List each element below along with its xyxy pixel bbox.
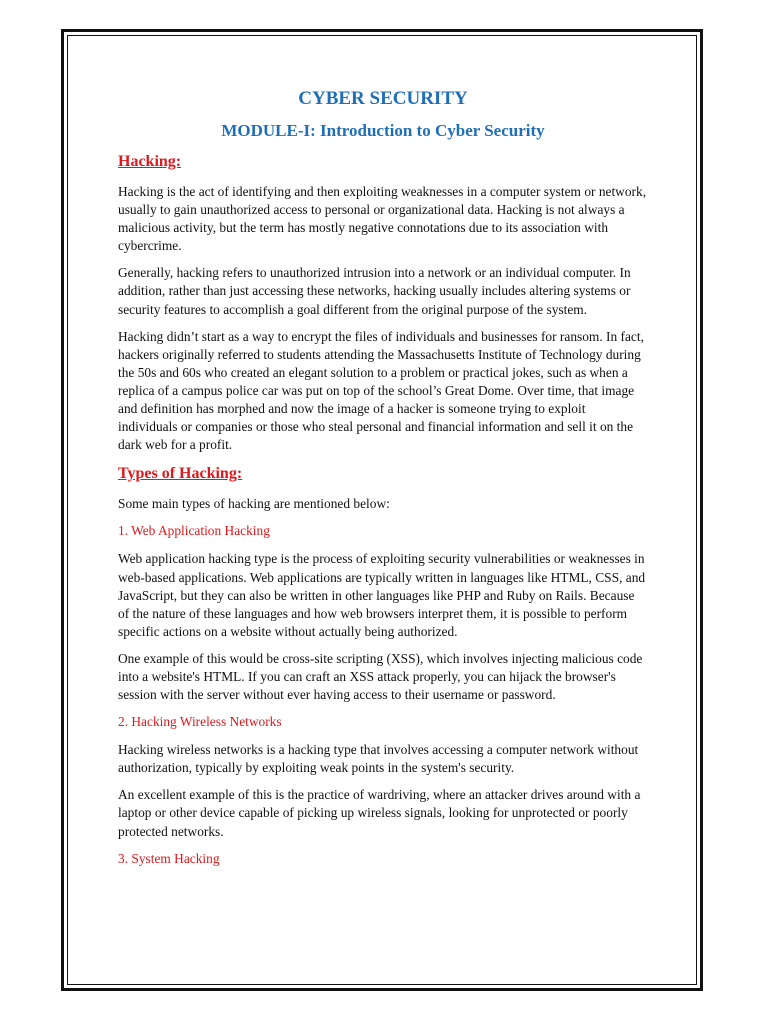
document-body <box>118 86 648 878</box>
paragraph: An excellent example of this is the practice of wardriving, where an attacker drives around with a laptop or other device capable of picking up wireless signals, looking for unprotected or poorly protected networks. <box>118 787 641 839</box>
document-title: CYBER SECURITY <box>298 88 468 109</box>
paragraph: Some main types of hacking are mentioned below: <box>118 496 390 512</box>
subsection-heading-hacking-wireless-networks: 2. Hacking Wireless Networks <box>118 714 282 730</box>
paragraph: Hacking wireless networks is a hacking type that involves accessing a computer network without authorization, typically by exploiting weak points in the system's security. <box>118 742 639 776</box>
subsection-heading-web-application-hacking: 1. Web Application Hacking <box>118 523 270 539</box>
subsection-heading-system-hacking: 3. System Hacking <box>118 850 220 866</box>
paragraph: One example of this would be cross-site scripting (XSS), which involves injecting malicious code into a website's HTML. If you can craft an XSS attack properly, you can hijack the browser's session with the server without ever having access to their username or password. <box>118 650 643 703</box>
paragraph: Web application hacking type is the process of exploiting security vulnerabilities or weaknesses in web-based applications. Web applications are typically written in languages like HTML, CSS, and JavaScript, but they can also be written in other languages like PHP and Ruby on Rails. Because of the nature of these languages and how web browsers interpret them, it is possible to perform specific actions on a website without actually being authorized. <box>118 551 646 639</box>
module-title: MODULE-I: Introduction to Cyber Security <box>221 121 545 140</box>
paragraph: Generally, hacking refers to unauthorized intrusion into a network or an individual computer. In addition, rather than just accessing these networks, hacking usually includes altering systems or security features to accomplish a goal different from the original purpose of the system. <box>118 265 631 317</box>
section-heading-types-of-hacking: Types of Hacking: <box>118 465 243 483</box>
paragraph: Hacking is the act of identifying and then exploiting weaknesses in a computer system or network, usually to gain unauthorized access to personal or organizational data. Hacking is not always a malicious activity, but the term has mostly negative connotations due to its association with cybercrime. <box>118 184 647 254</box>
section-heading-hacking: Hacking: <box>118 153 182 170</box>
paragraph: Hacking didn’t start as a way to encrypt the files of individuals and businesses for ransom. In fact, hackers originally referred to students attending the Massachusetts Institute of Technology during the 50s and 60s who created an elegant solution to a problem or practical jokes, such as when a replica of a campus police car was put on top of the school’s Great Dome. Over time, that image and definition has morphed and now the image of a hacker is someone trying to exploit individuals or companies or those who steal personal and financial information and sell it on the dark web for a profit. <box>118 328 644 453</box>
